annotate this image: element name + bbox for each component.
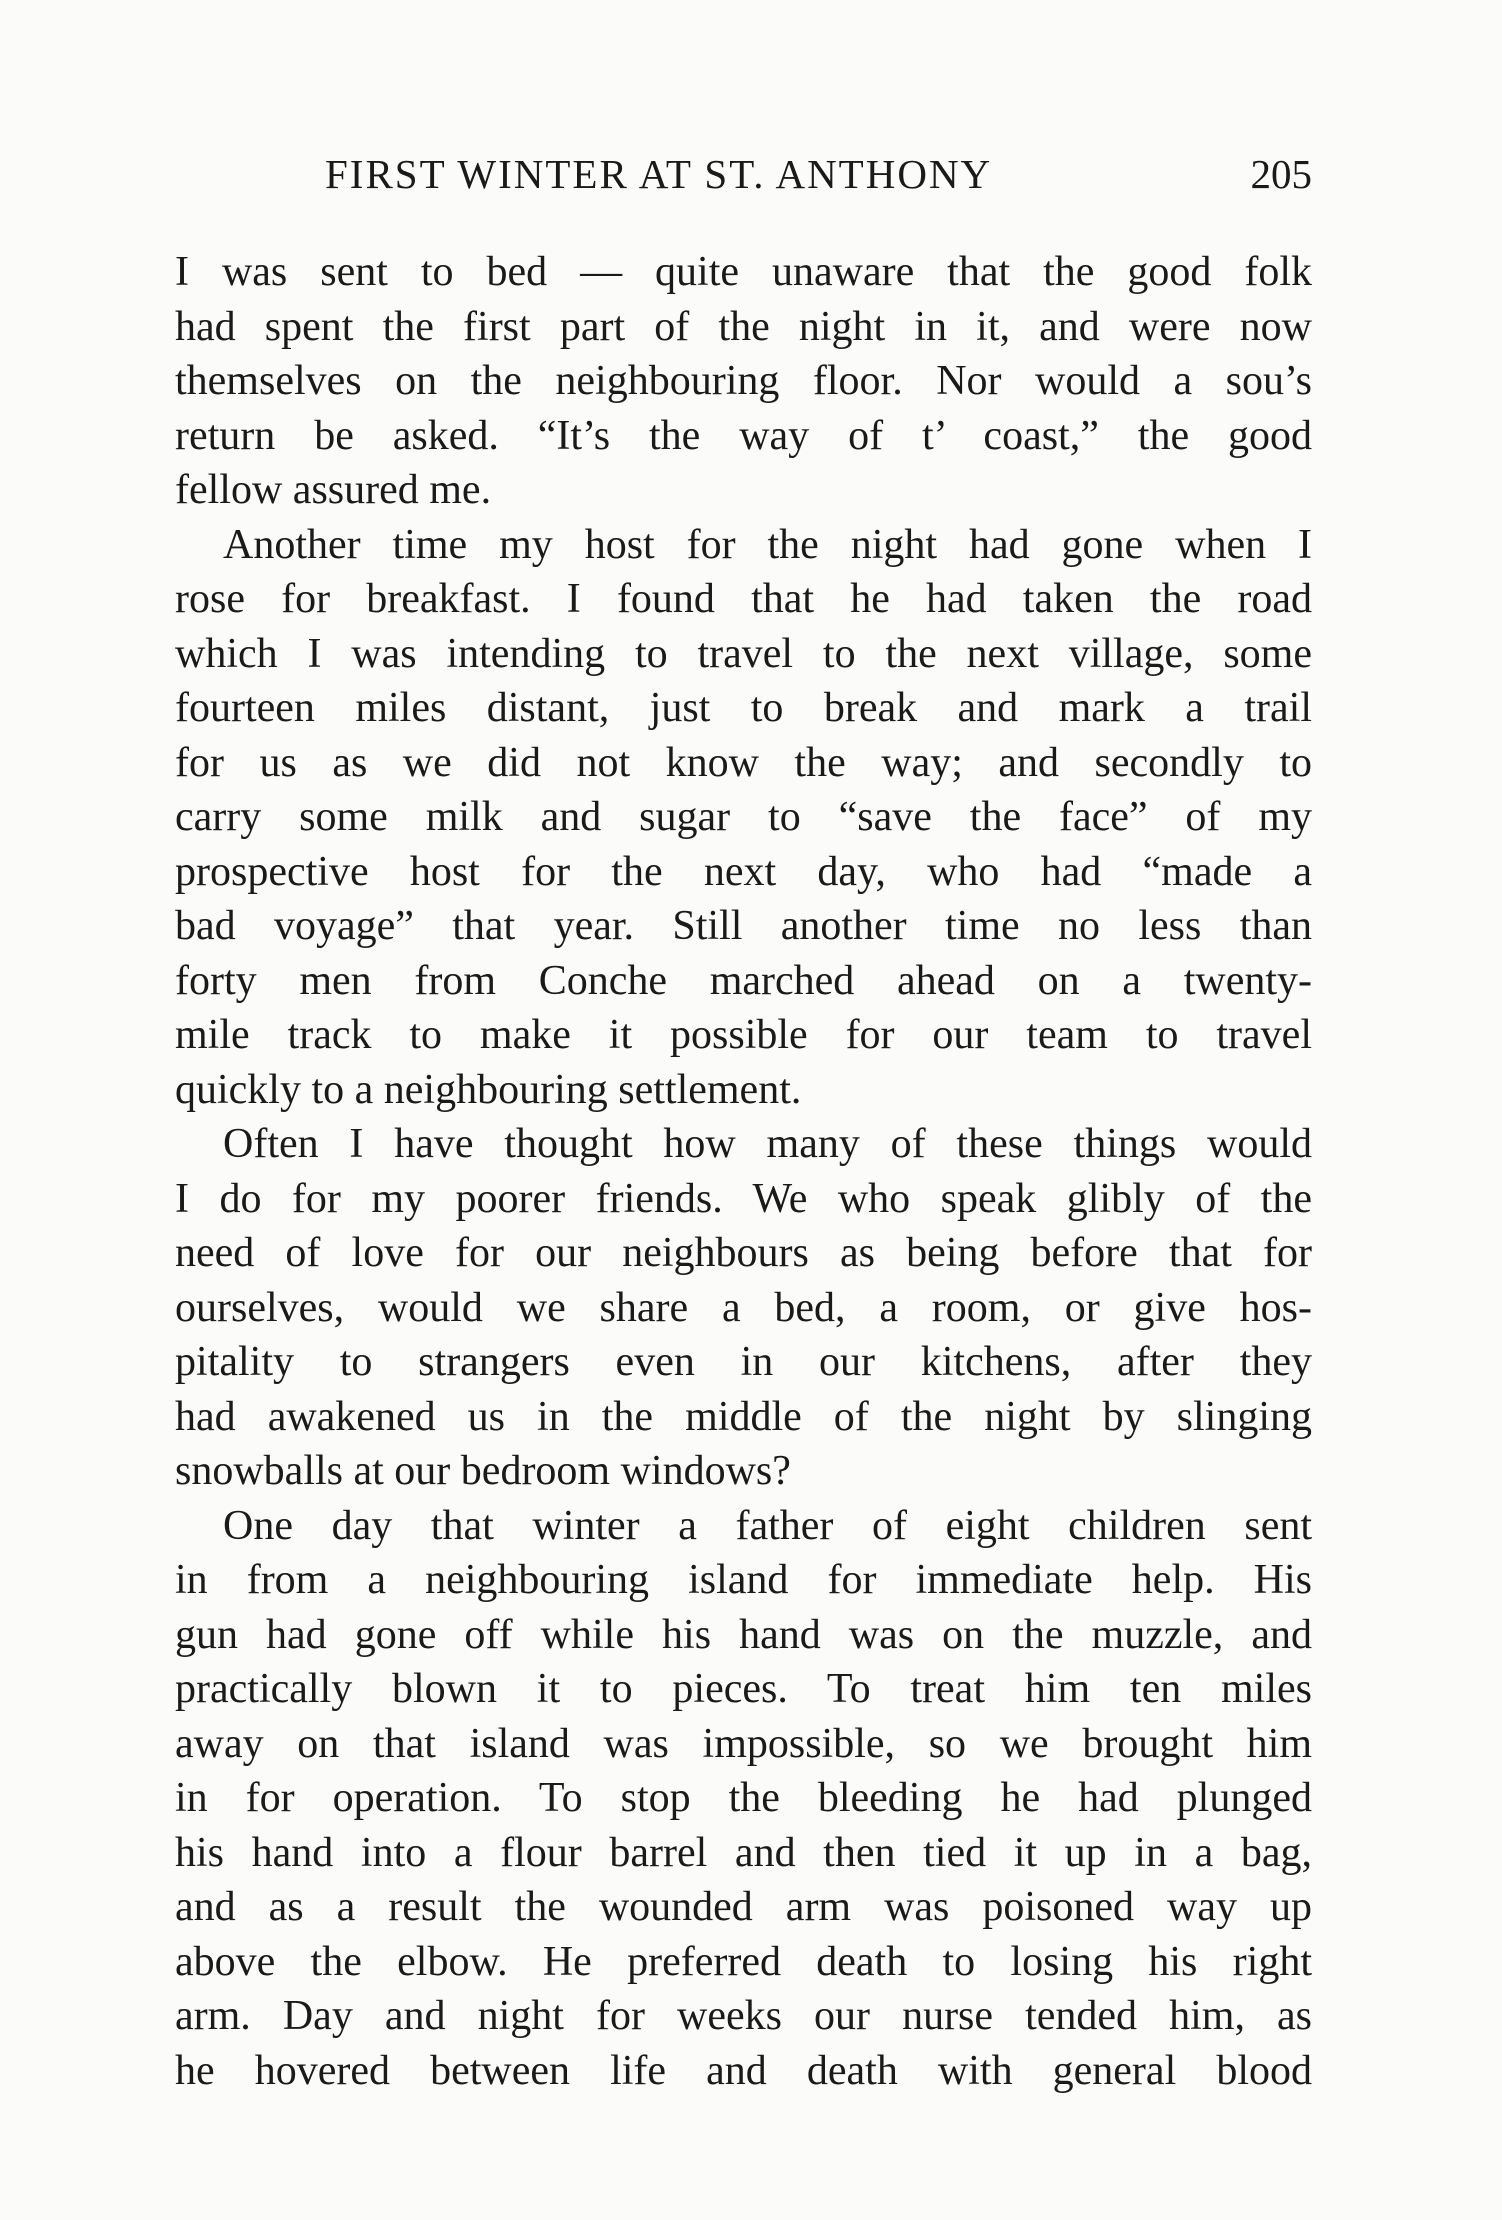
- running-head: [175, 150, 1312, 210]
- text-line: fellow assured me.: [175, 467, 492, 513]
- paragraph: [175, 518, 1312, 1118]
- text-line: I do for my poorer friends. We who speak glibly of the: [175, 1175, 1312, 1222]
- text-line: fourteen miles distant, just to break and mark a trail: [175, 685, 1312, 731]
- text-line: return be asked. “It’s the way of t’ coast,” the good: [175, 412, 1312, 459]
- text-line: had spent the first part of the night in it, and were now: [175, 303, 1312, 350]
- paragraph: [175, 1117, 1312, 1499]
- paragraph: [175, 245, 1312, 518]
- page-number: 205: [1250, 151, 1312, 197]
- text-line: pitality to strangers even in our kitchens, after they: [175, 1339, 1312, 1385]
- running-title: FIRST WINTER AT ST. ANTHONY: [325, 151, 993, 197]
- text-line: Another time my host for the night had gone when I: [223, 521, 1312, 568]
- text-line: he hovered between life and death with general blood: [175, 2047, 1312, 2094]
- text-line: mile track to make it possible for our team to travel: [175, 1012, 1312, 1058]
- text-line: One day that winter a father of eight children sent: [223, 1502, 1312, 1549]
- text-line: practically blown it to pieces. To treat him ten miles: [175, 1666, 1312, 1712]
- text-line: need of love for our neighbours as being before that for: [175, 1230, 1312, 1276]
- text-line: which I was intending to travel to the next village, some: [175, 630, 1312, 677]
- body-text: [175, 245, 1312, 2098]
- text-line: snowballs at our bedroom windows?: [175, 1448, 791, 1494]
- text-line: arm. Day and night for weeks our nurse tended him, as: [175, 1993, 1312, 2039]
- text-line: and as a result the wounded arm was poisoned way up: [175, 1884, 1312, 1930]
- text-line: carry some milk and sugar to “save the face” of my: [175, 794, 1312, 840]
- text-line: ourselves, would we share a bed, a room, or give hos-: [175, 1284, 1312, 1331]
- text-line: away on that island was impossible, so we brought him: [175, 1720, 1312, 1767]
- text-line: I was sent to bed — quite unaware that the good folk: [175, 249, 1312, 295]
- text-line: themselves on the neighbouring floor. Nor would a sou’s: [175, 358, 1312, 404]
- text-line: quickly to a neighbouring settlement.: [175, 1066, 802, 1113]
- text-line: prospective host for the next day, who had “made a: [175, 848, 1312, 895]
- text-line: bad voyage” that year. Still another time no less than: [175, 903, 1312, 949]
- text-line: Often I have thought how many of these things would: [223, 1121, 1312, 1167]
- text-line: for us as we did not know the way; and secondly to: [175, 739, 1312, 786]
- paragraph: [175, 1499, 1312, 2099]
- text-line: in for operation. To stop the bleeding he had plunged: [175, 1775, 1312, 1821]
- text-line: had awakened us in the middle of the night by slinging: [175, 1393, 1312, 1440]
- text-line: gun had gone off while his hand was on the muzzle, and: [175, 1611, 1312, 1658]
- text-line: above the elbow. He preferred death to losing his right: [175, 1938, 1312, 1985]
- text-line: his hand into a flour barrel and then tied it up in a bag,: [175, 1829, 1312, 1876]
- text-line: forty men from Conche marched ahead on a twenty-: [175, 957, 1312, 1004]
- text-line: rose for breakfast. I found that he had taken the road: [175, 576, 1312, 622]
- text-line: in from a neighbouring island for immediate help. His: [175, 1557, 1312, 1603]
